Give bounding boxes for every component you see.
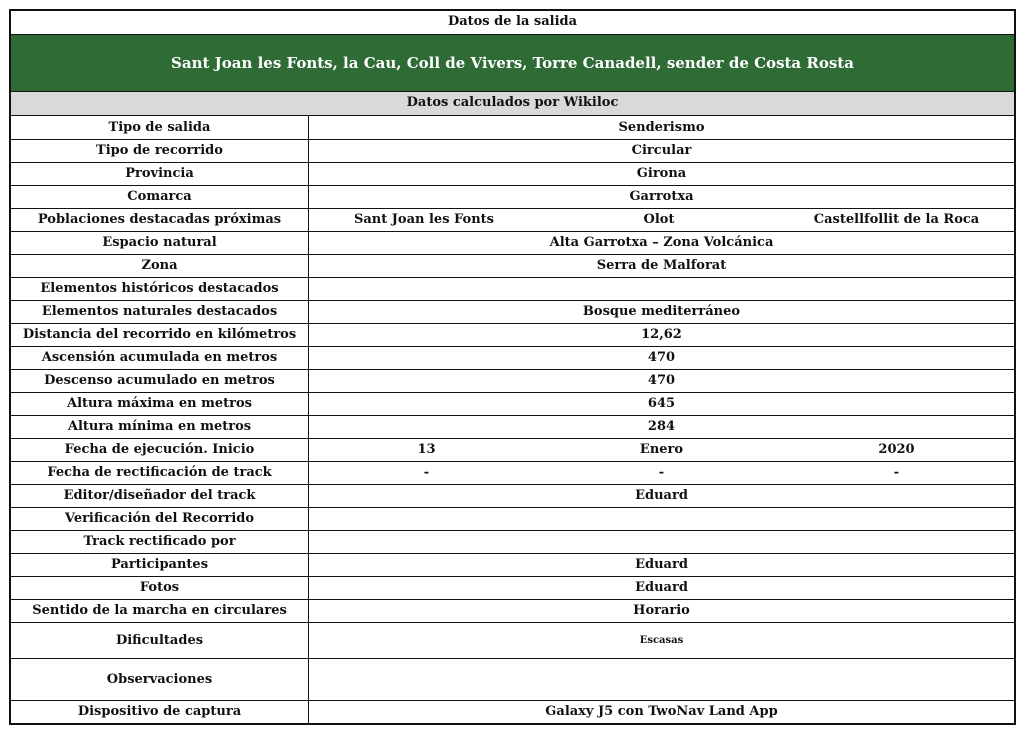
table-row <box>11 415 1014 438</box>
row-value: Escasas <box>309 622 1015 658</box>
row-label: Verificación del Recorrido <box>11 507 309 530</box>
row-value: 470 <box>309 369 1015 392</box>
table-row <box>11 392 1014 415</box>
route-data-table <box>11 116 1014 723</box>
date-month: Enero <box>639 442 684 457</box>
row-value: Alta Garrotxa – Zona Volcánica <box>309 231 1015 254</box>
table-row <box>11 599 1014 622</box>
date-year: 2020 <box>878 442 915 457</box>
table-row <box>11 346 1014 369</box>
table-row <box>11 254 1014 277</box>
row-label: Dispositivo de captura <box>11 700 309 723</box>
section-subheader: Datos calculados por Wikiloc <box>11 92 1014 116</box>
row-value: Bosque mediterráneo <box>309 300 1015 323</box>
row-label: Descenso acumulado en metros <box>11 369 309 392</box>
row-value: 284 <box>309 415 1015 438</box>
row-label: Fecha de ejecución. Inicio <box>11 438 309 461</box>
row-label: Tipo de salida <box>11 116 309 139</box>
row-value: Galaxy J5 con TwoNav Land App <box>545 704 778 720</box>
table-row <box>11 116 1014 139</box>
row-label: Zona <box>11 254 309 277</box>
table-row <box>11 484 1014 507</box>
row-label: Fecha de rectificación de track <box>11 461 309 484</box>
rect-year: - <box>893 465 900 480</box>
row-value: Girona <box>309 162 1015 185</box>
row-label: Tipo de recorrido <box>11 139 309 162</box>
table-row <box>11 553 1014 576</box>
rect-day: - <box>423 465 430 480</box>
town-1: Sant Joan les Fonts <box>353 212 495 227</box>
rect-month: - <box>658 465 665 480</box>
table-row <box>11 369 1014 392</box>
row-value: 12,62 <box>309 323 1015 346</box>
table-row <box>11 530 1014 553</box>
table-row <box>11 185 1014 208</box>
row-value: Circular <box>309 139 1015 162</box>
row-label: Fotos <box>11 576 309 599</box>
row-label: Observaciones <box>11 658 309 700</box>
row-label: Altura máxima en metros <box>11 392 309 415</box>
table-row <box>11 231 1014 254</box>
sheet-title: Datos de la salida <box>11 11 1014 35</box>
table-row <box>11 658 1014 700</box>
row-label: Altura mínima en metros <box>11 415 309 438</box>
row-value: 645 <box>309 392 1015 415</box>
row-value: Senderismo <box>309 116 1015 139</box>
row-value <box>309 658 1015 700</box>
row-label: Poblaciones destacadas próximas <box>11 208 309 231</box>
row-value <box>309 461 1015 484</box>
town-3: Castellfollit de la Roca <box>813 212 980 227</box>
table-row <box>11 139 1014 162</box>
row-label: Sentido de la marcha en circulares <box>11 599 309 622</box>
row-label: Provincia <box>11 162 309 185</box>
table-row <box>11 622 1014 658</box>
table-row <box>11 300 1014 323</box>
row-label: Participantes <box>11 553 309 576</box>
route-data-sheet <box>9 9 1016 725</box>
table-row <box>11 277 1014 300</box>
row-label: Track rectificado por <box>11 530 309 553</box>
row-label: Distancia del recorrido en kilómetros <box>11 323 309 346</box>
table-row <box>11 507 1014 530</box>
table-row <box>11 461 1014 484</box>
row-value: Eduard <box>309 484 1015 507</box>
row-label: Dificultades <box>11 622 309 658</box>
row-value: 470 <box>309 346 1015 369</box>
row-label: Comarca <box>11 185 309 208</box>
row-value: Eduard <box>309 576 1015 599</box>
row-label: Ascensión acumulada en metros <box>11 346 309 369</box>
row-value: Horario <box>309 599 1015 622</box>
row-value <box>309 208 1015 231</box>
row-value <box>309 438 1015 461</box>
table-row <box>11 323 1014 346</box>
row-value: Garrotxa <box>309 185 1015 208</box>
table-row <box>11 162 1014 185</box>
row-label: Espacio natural <box>11 231 309 254</box>
table-row <box>11 576 1014 599</box>
row-value: Serra de Malforat <box>309 254 1015 277</box>
row-value <box>309 507 1015 530</box>
route-name-banner: Sant Joan les Fonts, la Cau, Coll de Vivers, Torre Canadell, sender de Costa Rosta <box>11 35 1014 92</box>
row-label: Editor/diseñador del track <box>11 484 309 507</box>
row-value: Eduard <box>309 553 1015 576</box>
row-label: Elementos históricos destacados <box>11 277 309 300</box>
table-row <box>11 208 1014 231</box>
table-row <box>11 700 1014 723</box>
town-2: Olot <box>643 212 675 227</box>
table-row <box>11 438 1014 461</box>
date-day: 13 <box>417 442 436 457</box>
row-label: Elementos naturales destacados <box>11 300 309 323</box>
row-value <box>309 530 1015 553</box>
row-value <box>309 277 1015 300</box>
